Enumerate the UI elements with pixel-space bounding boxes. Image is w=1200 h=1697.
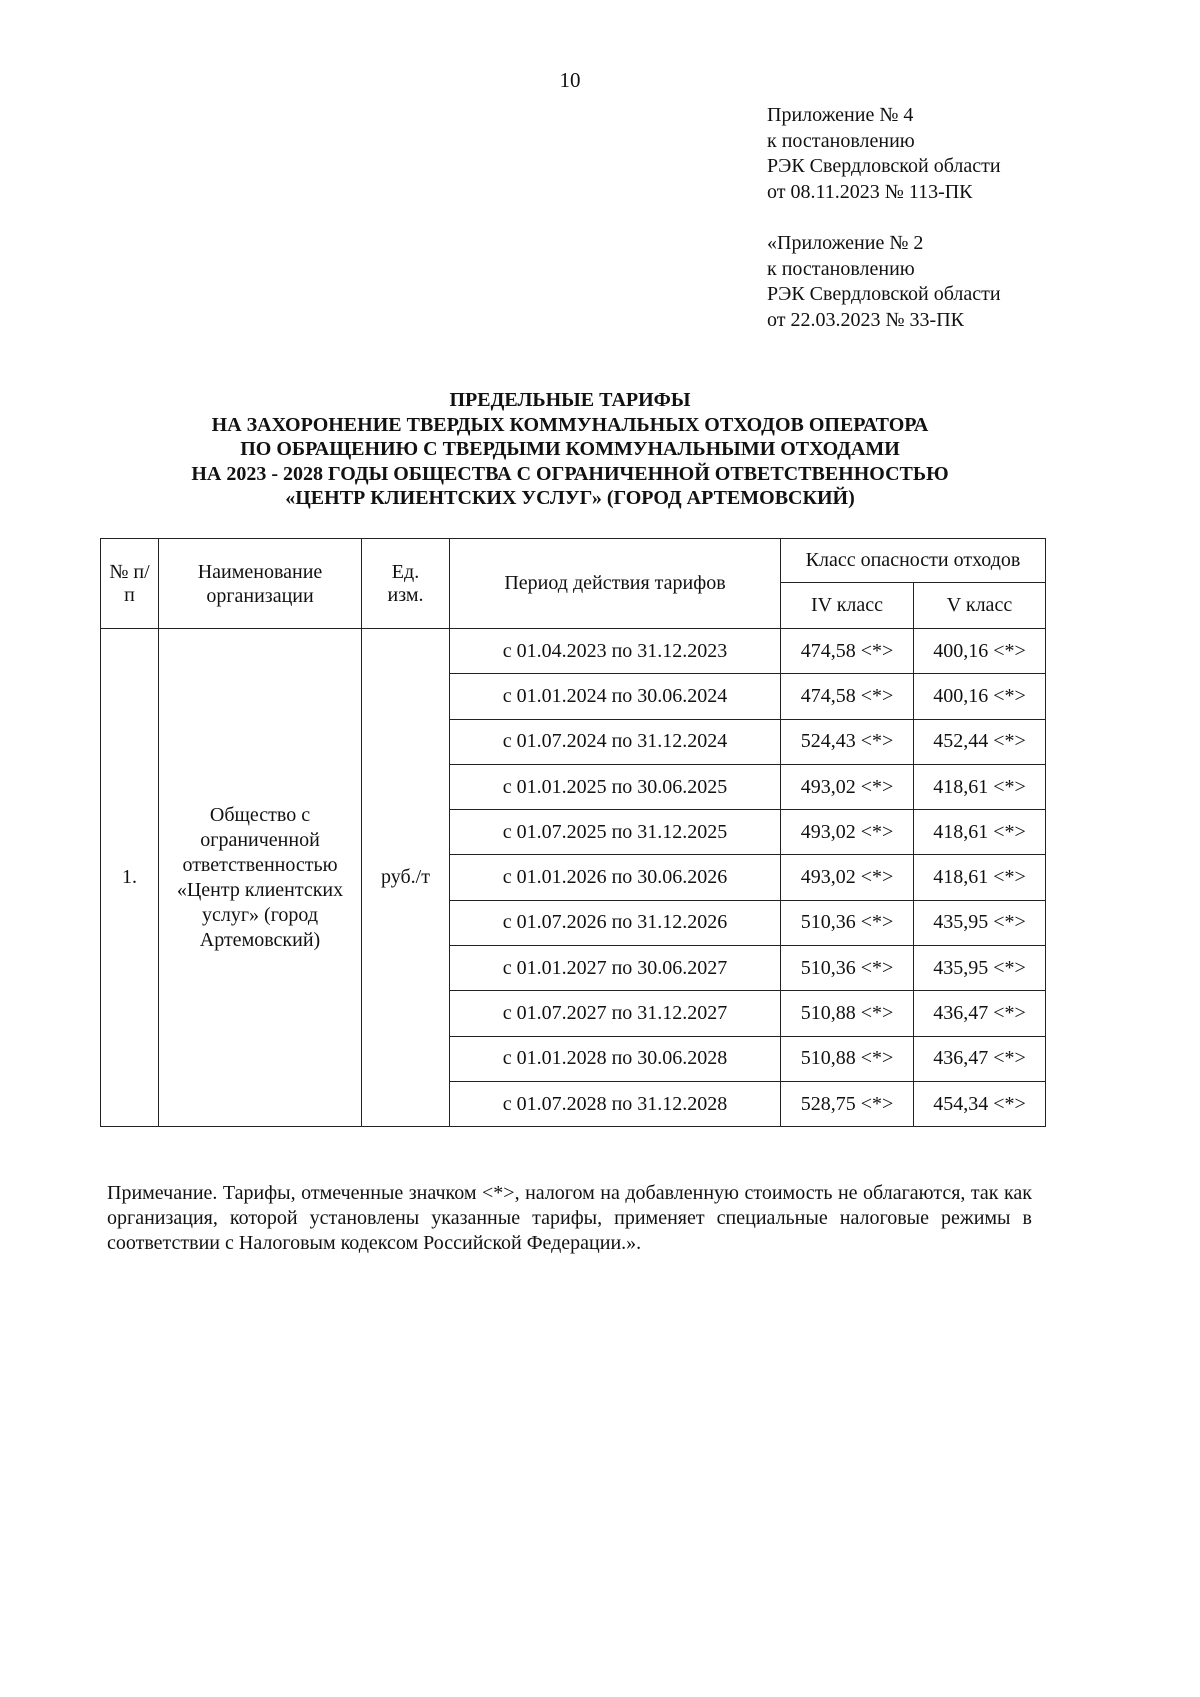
appendix-line: «Приложение № 2 bbox=[767, 232, 924, 254]
period-cell: с 01.07.2028 по 31.12.2028 bbox=[450, 1081, 781, 1126]
class-4-tariff: 493,02 <*> bbox=[781, 855, 914, 900]
class-4-tariff: 474,58 <*> bbox=[781, 629, 914, 674]
class-4-tariff: 510,36 <*> bbox=[781, 946, 914, 991]
header-num: № п/п bbox=[101, 539, 159, 629]
period-cell: с 01.04.2023 по 31.12.2023 bbox=[450, 629, 781, 674]
appendix-line: к постановлению bbox=[767, 257, 915, 280]
title-line: ПО ОБРАЩЕНИЮ С ТВЕРДЫМИ КОММУНАЛЬНЫМИ ОТХОДАМИ bbox=[240, 438, 900, 460]
class-4-tariff: 474,58 <*> bbox=[781, 674, 914, 719]
class-4-tariff: 524,43 <*> bbox=[781, 719, 914, 764]
period-cell: с 01.01.2025 по 30.06.2025 bbox=[450, 764, 781, 809]
period-cell: с 01.01.2026 по 30.06.2026 bbox=[450, 855, 781, 900]
appendix-line: РЭК Свердловской области bbox=[767, 155, 1001, 177]
appendix-original-header bbox=[767, 231, 1001, 333]
appendix-line: РЭК Свердловской области bbox=[767, 283, 1001, 305]
class-4-tariff: 510,36 <*> bbox=[781, 900, 914, 945]
period-cell: с 01.07.2024 по 31.12.2024 bbox=[450, 719, 781, 764]
period-cell: с 01.01.2028 по 30.06.2028 bbox=[450, 1036, 781, 1081]
header-class-5: V класс bbox=[914, 583, 1046, 629]
appendix-line: от 08.11.2023 № 113-ПК bbox=[767, 180, 973, 203]
header-class-4: IV класс bbox=[781, 583, 914, 629]
appendix-line: от 22.03.2023 № 33-ПК bbox=[767, 308, 965, 331]
table-row bbox=[101, 629, 1046, 674]
class-4-tariff: 493,02 <*> bbox=[781, 764, 914, 809]
class-5-tariff: 418,61 <*> bbox=[914, 810, 1046, 855]
class-5-tariff: 435,95 <*> bbox=[914, 900, 1046, 945]
class-5-tariff: 400,16 <*> bbox=[914, 629, 1046, 674]
title-line: НА 2023 - 2028 ГОДЫ ОБЩЕСТВА С ОГРАНИЧЕННОЙ ОТВЕТСТВЕННОСТЬЮ bbox=[191, 462, 949, 485]
footnote: Примечание. Тарифы, отмеченные значком <*>, налогом на добавленную стоимость не облагаются, так как организация, которой установлены указанные тарифы, применяет специальные налоговые режимы в соответствии с Налоговым кодексом Российской Федерации.». bbox=[107, 1182, 1032, 1254]
class-4-tariff: 510,88 <*> bbox=[781, 1036, 914, 1081]
class-5-tariff: 454,34 <*> bbox=[914, 1081, 1046, 1126]
unit: руб./т bbox=[362, 629, 450, 1127]
period-cell: с 01.07.2027 по 31.12.2027 bbox=[450, 991, 781, 1036]
tariff-table bbox=[100, 538, 1046, 1127]
period-cell: с 01.07.2025 по 31.12.2025 bbox=[450, 810, 781, 855]
title-line: НА ЗАХОРОНЕНИЕ ТВЕРДЫХ КОММУНАЛЬНЫХ ОТХОДОВ ОПЕРАТОРА bbox=[211, 413, 929, 436]
class-5-tariff: 435,95 <*> bbox=[914, 946, 1046, 991]
header-hazard-class: Класс опасности отходов bbox=[781, 539, 1046, 583]
class-4-tariff: 493,02 <*> bbox=[781, 810, 914, 855]
class-5-tariff: 418,61 <*> bbox=[914, 764, 1046, 809]
document-title bbox=[90, 388, 1050, 511]
period-cell: с 01.01.2024 по 30.06.2024 bbox=[450, 674, 781, 719]
appendix-line: Приложение № 4 bbox=[767, 104, 914, 126]
organization-name: Общество с ограниченной ответственностью «Центр клиентских услуг» (город Артемовский) bbox=[159, 629, 362, 1127]
period-cell: с 01.01.2027 по 30.06.2027 bbox=[450, 946, 781, 991]
class-4-tariff: 528,75 <*> bbox=[781, 1081, 914, 1126]
header-name: Наименование организации bbox=[159, 539, 362, 629]
row-number: 1. bbox=[101, 629, 159, 1127]
header-unit: Ед. изм. bbox=[362, 539, 450, 629]
class-5-tariff: 418,61 <*> bbox=[914, 855, 1046, 900]
header-period: Период действия тарифов bbox=[450, 539, 781, 629]
class-5-tariff: 436,47 <*> bbox=[914, 1036, 1046, 1081]
appendix-line: к постановлению bbox=[767, 129, 915, 152]
period-cell: с 01.07.2026 по 31.12.2026 bbox=[450, 900, 781, 945]
title-line: ПРЕДЕЛЬНЫЕ ТАРИФЫ bbox=[449, 389, 691, 411]
class-5-tariff: 436,47 <*> bbox=[914, 991, 1046, 1036]
title-line: «ЦЕНТР КЛИЕНТСКИХ УСЛУГ» (ГОРОД АРТЕМОВСКИЙ) bbox=[285, 487, 855, 509]
class-5-tariff: 452,44 <*> bbox=[914, 719, 1046, 764]
appendix-header bbox=[767, 103, 1001, 205]
page-number: 10 bbox=[559, 68, 581, 92]
class-4-tariff: 510,88 <*> bbox=[781, 991, 914, 1036]
class-5-tariff: 400,16 <*> bbox=[914, 674, 1046, 719]
